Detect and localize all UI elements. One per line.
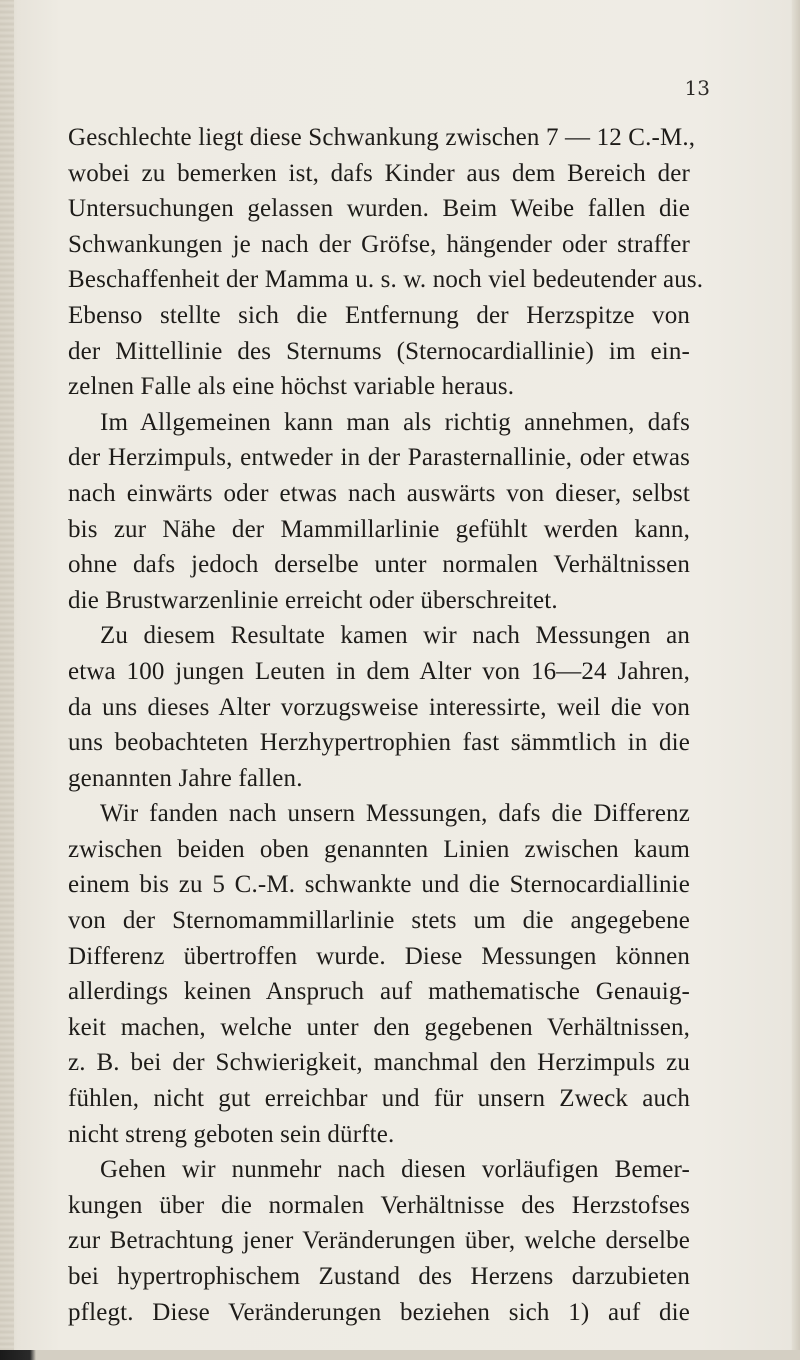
text-line: nicht streng geboten sein dürfte. [68, 1120, 395, 1148]
text-line: Geschlechte liegt diese Schwankung zwischen 7 — 12 C.-M., [68, 124, 696, 151]
text-line: ohne dafs jedoch derselbe unter normalen Verhältnissen [68, 551, 690, 579]
text-line: der Mittellinie des Sternums (Sternocardiallinie) im ein- [68, 337, 690, 365]
text-line: nach einwärts oder etwas nach auswärts von dieser, selbst [68, 479, 690, 507]
paragraph-5 [68, 1152, 690, 1330]
text-line: allerdings keinen Anspruch auf mathematische Genauig- [68, 978, 690, 1006]
text-line: Zu diesem Resultate kamen wir nach Messungen an [100, 622, 690, 650]
text-line: genannten Jahre fallen. [68, 764, 303, 792]
text-line: von der Sternomammillarlinie stets um die angegebene [68, 907, 690, 935]
text-line: die Brustwarzenlinie erreicht oder überschreitet. [68, 586, 558, 614]
text-line: Im Allgemeinen kann man als richtig annehmen, dafs [100, 408, 690, 436]
text-line: keit machen, welche unter den gegebenen Verhältnissen, [68, 1013, 690, 1041]
text-line: Beschaffenheit der Mamma u. s. w. noch viel bedeutender aus. [68, 266, 704, 294]
text-line: Schwankungen je nach der Gröfse, hängender oder straffer [68, 230, 690, 258]
text-line: pflegt. Diese Veränderungen beziehen sich 1) auf die [68, 1298, 690, 1326]
text-line: Untersuchungen gelassen wurden. Beim Weibe fallen die [68, 195, 690, 223]
text-line: der Herzimpuls, entweder in der Parasternallinie, oder etwas [68, 444, 690, 472]
paragraph-2 [68, 405, 690, 619]
text-line: einem bis zu 5 C.-M. schwankte und die Sternocardiallinie [68, 871, 690, 899]
text-line: da uns dieses Alter vorzugsweise interessirte, weil die von [68, 693, 690, 721]
text-line: bei hypertrophischem Zustand des Herzens darzubieten [68, 1263, 690, 1290]
text-line: fühlen, nicht gut erreichbar und für unsern Zweck auch [68, 1085, 690, 1113]
body-text [68, 120, 704, 1330]
text-line: wobei zu bemerken ist, dafs Kinder aus dem Bereich der [68, 159, 690, 187]
text-line: uns beobachteten Herzhypertrophien fast sämmtlich in die [68, 729, 690, 757]
paragraph-4 [68, 796, 690, 1152]
text-line: Wir fanden nach unsern Messungen, dafs die Differenz [100, 800, 690, 828]
text-line: etwa 100 jungen Leuten in dem Alter von 16—24 Jahren, [68, 657, 690, 685]
text-line: Differenz übertroffen wurde. Diese Messungen können [68, 942, 690, 970]
paragraph-1 [68, 120, 704, 405]
text-line: Ebenso stellte sich die Entfernung der Herzspitze von [68, 301, 690, 329]
text-line: z. B. bei der Schwierigkeit, manchmal den Herzimpuls zu [68, 1049, 690, 1077]
page-left-edge [0, 0, 14, 1360]
text-line: zur Betrachtung jener Veränderungen über, welche derselbe [68, 1227, 690, 1255]
text-line: kungen über die normalen Verhältnisse des Herzstofses [68, 1191, 690, 1219]
page-bottom-edge [0, 1350, 800, 1360]
text-line: zwischen beiden oben genannten Linien zwischen kaum [68, 835, 690, 863]
page-right-edge [792, 0, 800, 1360]
page-number: 13 [684, 76, 710, 100]
text-line: zelnen Falle als eine höchst variable heraus. [68, 373, 515, 401]
text-line: bis zur Nähe der Mammillarlinie gefühlt werden kann, [68, 515, 690, 543]
paragraph-3 [68, 618, 690, 796]
text-line: Gehen wir nunmehr nach diesen vorläufigen Bemer- [100, 1156, 690, 1184]
